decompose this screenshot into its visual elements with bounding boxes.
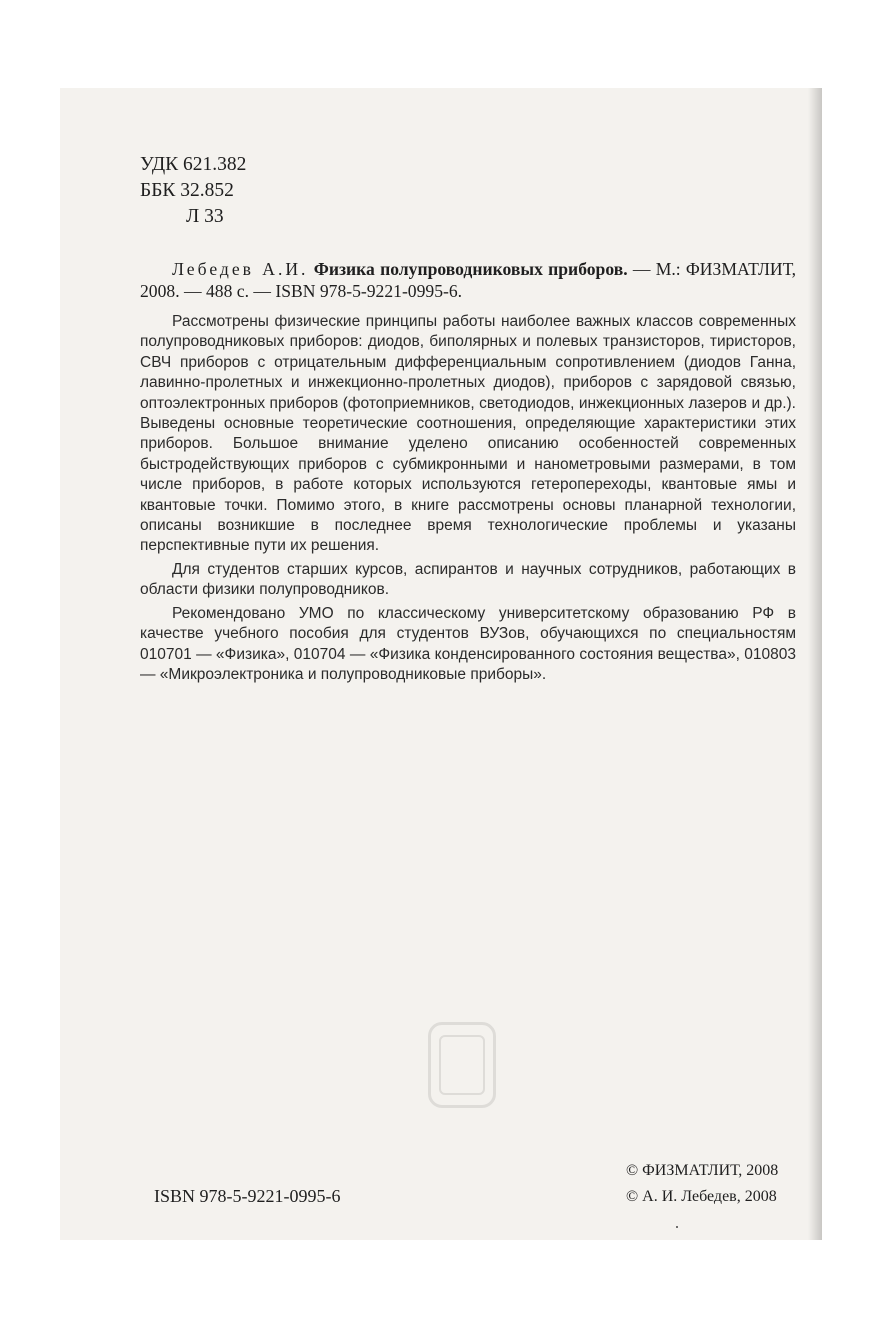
annotation [140,312,796,685]
copyright-block [626,1158,778,1210]
classification-codes [140,152,246,230]
annotation-paragraph: Рассмотрены физические принципы работы наиболее важных классов современных полупроводниковых приборов: диодов, биполярных и полевых транзисторов, тиристоров, СВЧ приборов с отрицательным дифференциальным сопротивлением (диодов Ганна, лавинно-пролетных и инжекционно-пролетных диодов), приборов с зарядовой связью, оптоэлектронных приборов (фотоприемников, светодиодов, инжекционных лазеров и др.). Выведены основные теоретические соотношения, определяющие характеристики этих приборов. Большое внимание уделено описанию особенностей современных быстродействующих приборов с субмикронными и нанометровыми размерами, в том числе приборов, в работе которых используются гетеропереходы, квантовые ямы и квантовые точки. Помимо этого, в книге рассмотрены основы планарной технологии, описаны возникшие в последнее время технологические проблемы и указаны перспективные пути их решения. [140,313,796,555]
footer-isbn: ISBN 978-5-9221-0995-6 [154,1186,341,1206]
logo-inner-frame [439,1035,485,1095]
speck [676,1226,678,1228]
publisher-logo-bleedthrough [428,1022,496,1108]
citation-author: Лебедев А.И. [172,259,309,279]
citation-imprint: М.: ФИЗМАТЛИТ, 2008. — 488 с. — ISBN 978-5-9221-0995-6. [140,259,797,301]
audience-paragraph: Для студентов старших курсов, аспирантов и научных сотрудников, работающих в области физики полупроводников. [140,560,796,599]
udk-code: УДК 621.382 [140,154,247,175]
bibliographic-citation [140,258,796,302]
spine-shadow [808,88,822,1240]
copyright-publisher: © ФИЗМАТЛИТ, 2008 [626,1162,779,1179]
citation-dash: — [627,259,656,279]
citation-title: Физика полупроводниковых приборов. [313,259,628,279]
bbk-code: ББК 32.852 [140,180,234,201]
author-mark: Л 33 [186,206,224,227]
document-page [60,88,822,1240]
copyright-author: © А. И. Лебедев, 2008 [626,1188,777,1205]
recommendation-paragraph: Рекомендовано УМО по классическому университетскому образованию РФ в качестве учебного пособия для студентов ВУЗов, обучающихся по специальностям 010701 — «Физика», 010704 — «Физика конденсированного состояния вещества», 010803 — «Микроэлектроника и полупроводниковые приборы». [140,604,796,683]
